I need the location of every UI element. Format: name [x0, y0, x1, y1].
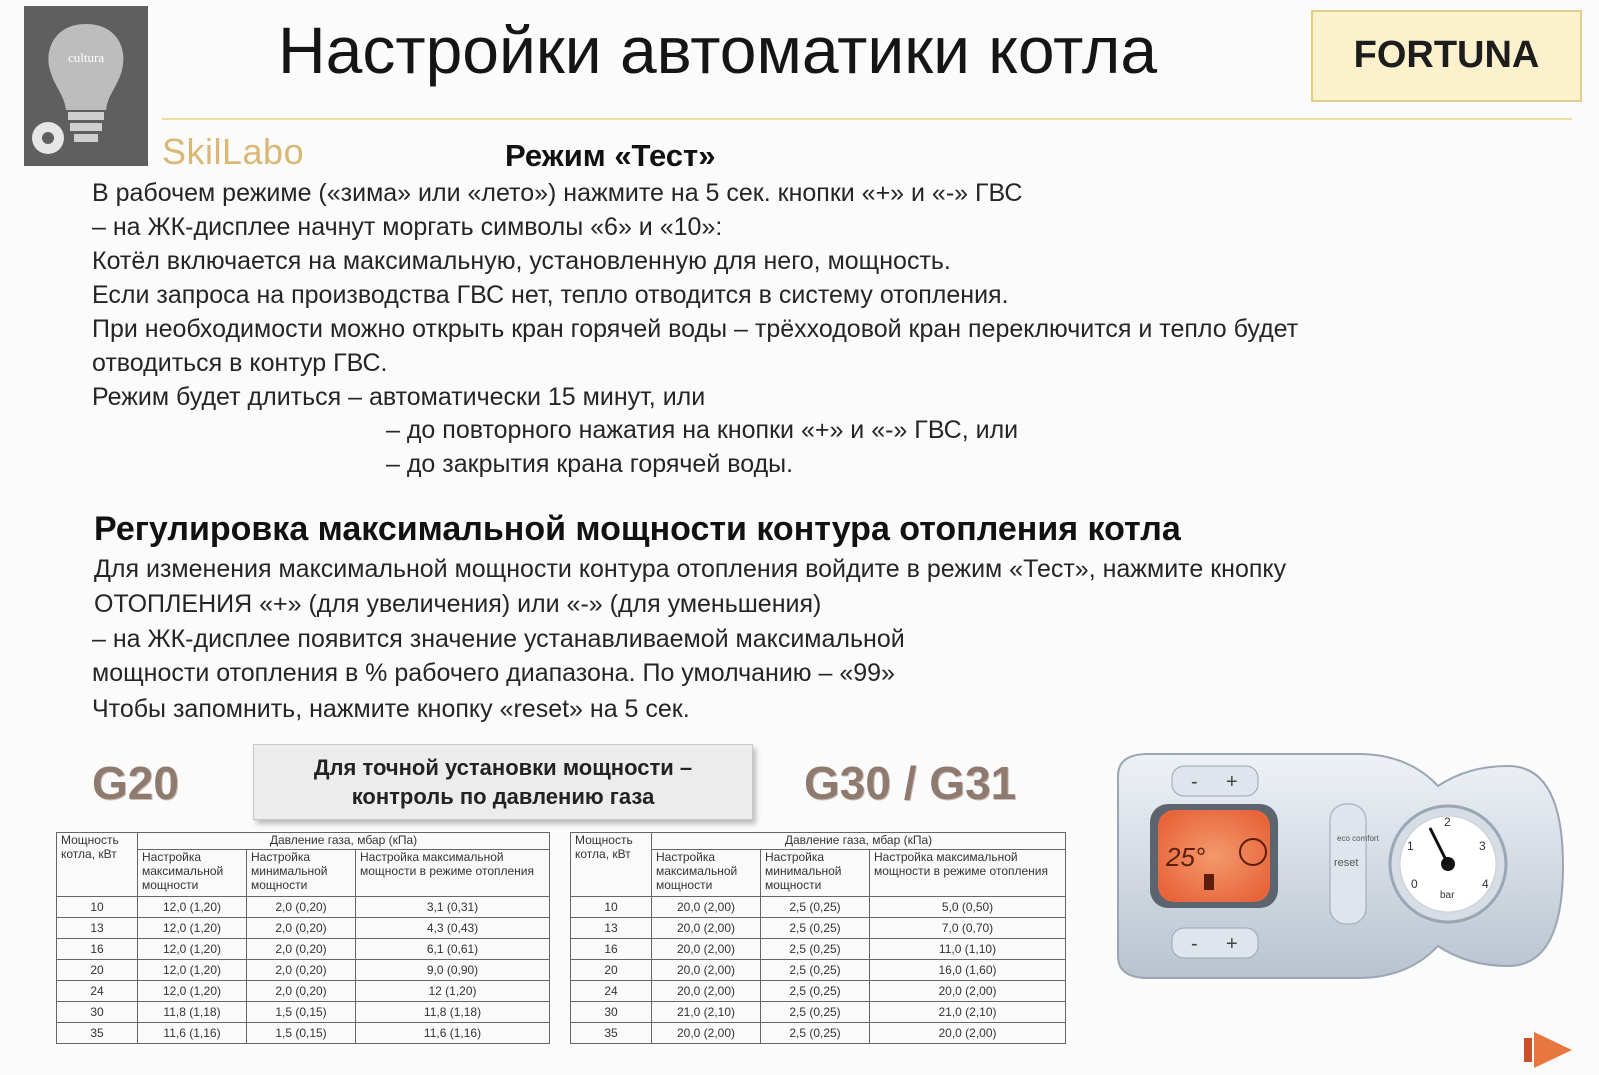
table-cell: 24: [571, 981, 652, 1002]
table-cell: 2,5 (0,25): [761, 960, 870, 981]
table-row: [571, 1023, 1066, 1044]
table-row: [571, 981, 1066, 1002]
model-badge: FORTUNA: [1311, 10, 1582, 102]
max-power-line: Чтобы запомнить, нажмите кнопку «reset» на 5 сек.: [92, 695, 690, 723]
table-cell: 12,0 (1,20): [138, 897, 247, 918]
table-row: [571, 939, 1066, 960]
header-divider: [162, 118, 1572, 120]
table-cell: 20,0 (2,00): [652, 939, 761, 960]
table-cell: 35: [571, 1023, 652, 1044]
table-cell: 20,0 (2,00): [652, 1023, 761, 1044]
test-mode-heading: Режим «Тест»: [505, 138, 716, 173]
g30-pressure-table: [570, 832, 1066, 1044]
col-power-header: Мощность котла, кВт: [57, 833, 138, 897]
lcd-temperature: 25°: [1166, 842, 1206, 872]
table-cell: 1,5 (0,15): [247, 1023, 356, 1044]
dhw-minus-label: -: [1191, 771, 1198, 793]
pressure-group-header: Давление газа, мбар (кПа): [652, 833, 1066, 850]
col-heat-header: Настройка максимальной мощности в режиме отопления: [356, 850, 550, 897]
max-power-line: Для изменения максимальной мощности контура отопления войдите в режим «Тест», нажмите кнопку: [94, 555, 1287, 583]
table-cell: 2,0 (0,20): [247, 981, 356, 1002]
table-cell: 20,0 (2,00): [870, 981, 1066, 1002]
table-cell: 2,5 (0,25): [761, 1002, 870, 1023]
table-cell: 20: [571, 960, 652, 981]
heating-minus-label: -: [1191, 933, 1198, 955]
brand-name: SkilLabo: [162, 131, 305, 172]
max-power-line: мощности отопления в % рабочего диапазона. По умолчанию – «99»: [92, 659, 895, 687]
table-cell: 30: [571, 1002, 652, 1023]
table-cell: 2,5 (0,25): [761, 939, 870, 960]
table-cell: 24: [57, 981, 138, 1002]
gauge-tick: 2: [1444, 815, 1451, 829]
table-row: [571, 960, 1066, 981]
table-cell: 12,0 (1,20): [138, 918, 247, 939]
table-cell: 3,1 (0,31): [356, 897, 550, 918]
table-cell: 20,0 (2,00): [652, 918, 761, 939]
table-cell: 20,0 (2,00): [652, 981, 761, 1002]
test-mode-line: – до повторного нажатия на кнопки «+» и «-» ГВС, или: [386, 416, 1019, 444]
gauge-unit: bar: [1440, 890, 1455, 901]
table-cell: 2,0 (0,20): [247, 897, 356, 918]
test-mode-line: Котёл включается на максимальную, установленную для него, мощность.: [92, 247, 951, 275]
table-cell: 12,0 (1,20): [138, 939, 247, 960]
note-line: Для точной установки мощности –: [313, 755, 693, 780]
g30-label: G30 / G31: [804, 757, 1017, 809]
g20-label: G20: [92, 757, 179, 809]
table-cell: 11,8 (1,18): [138, 1002, 247, 1023]
table-row: [57, 918, 550, 939]
test-mode-line: отводиться в контур ГВС.: [92, 349, 388, 377]
table-row: [571, 1002, 1066, 1023]
table-row: [57, 1023, 550, 1044]
table-cell: 9,0 (0,90): [356, 960, 550, 981]
table-cell: 20,0 (2,00): [870, 1023, 1066, 1044]
max-power-line: ОТОПЛЕНИЯ «+» (для увеличения) или «-» (для уменьшения): [94, 590, 822, 618]
table-cell: 20: [57, 960, 138, 981]
test-mode-line: При необходимости можно открыть кран горячей воды – трёхходовой кран переключится и тепло будет: [92, 315, 1299, 343]
gauge-tick: 1: [1407, 839, 1414, 853]
eco-comfort-label: eco comfort: [1337, 834, 1379, 843]
table-cell: 2,5 (0,25): [761, 918, 870, 939]
table-cell: 11,6 (1,16): [138, 1023, 247, 1044]
table-cell: 12 (1,20): [356, 981, 550, 1002]
table-row: [57, 981, 550, 1002]
table-cell: 13: [57, 918, 138, 939]
test-mode-line: Если запроса на производства ГВС нет, тепло отводится в систему отопления.: [92, 281, 1009, 309]
table-row: [571, 897, 1066, 918]
max-power-line: – на ЖК-дисплее появится значение устанавливаемой максимальной: [92, 625, 905, 653]
table-cell: 16: [571, 939, 652, 960]
table-cell: 13: [571, 918, 652, 939]
col-power-header: Мощность котла, кВт: [571, 833, 652, 897]
gauge-tick: 0: [1411, 877, 1418, 891]
gauge-tick: 4: [1482, 877, 1489, 891]
table-cell: 5,0 (0,50): [870, 897, 1066, 918]
table-cell: 11,0 (1,10): [870, 939, 1066, 960]
col-max-header: Настройка максимальной мощности: [138, 850, 247, 897]
table-cell: 16,0 (1,60): [870, 960, 1066, 981]
table-cell: 30: [57, 1002, 138, 1023]
skillabo-logo: [24, 6, 148, 166]
col-max-header: Настройка максимальной мощности: [652, 850, 761, 897]
test-mode-line: В рабочем режиме («зима» или «лето») нажмите на 5 сек. кнопки «+» и «-» ГВС: [92, 179, 1023, 207]
table-row: [57, 1002, 550, 1023]
note-line: контроль по давлению газа: [351, 784, 655, 809]
table-cell: 11,6 (1,16): [356, 1023, 550, 1044]
table-cell: 2,5 (0,25): [761, 897, 870, 918]
reset-label: reset: [1334, 857, 1359, 869]
boiler-control-panel: [1108, 746, 1570, 986]
table-cell: 7,0 (0,70): [870, 918, 1066, 939]
table-row: [57, 897, 550, 918]
g20-pressure-table: [56, 832, 550, 1044]
table-cell: 20,0 (2,00): [652, 897, 761, 918]
table-cell: 2,5 (0,25): [761, 1023, 870, 1044]
table-cell: 2,5 (0,25): [761, 981, 870, 1002]
pressure-group-header: Давление газа, мбар (кПа): [138, 833, 550, 850]
table-cell: 6,1 (0,61): [356, 939, 550, 960]
gauge-tick: 3: [1479, 839, 1486, 853]
table-cell: 21,0 (2,10): [870, 1002, 1066, 1023]
test-mode-line: – на ЖК-дисплее начнут моргать символы «6» и «10»:: [92, 213, 723, 241]
table-row: [57, 960, 550, 981]
test-mode-line: – до закрытия крана горячей воды.: [386, 450, 794, 478]
table-row: [57, 939, 550, 960]
table-cell: 2,0 (0,20): [247, 939, 356, 960]
svg-text:cultura: cultura: [68, 50, 105, 65]
table-cell: 12,0 (1,20): [138, 960, 247, 981]
table-cell: 20,0 (2,00): [652, 960, 761, 981]
table-cell: 2,0 (0,20): [247, 918, 356, 939]
max-power-heading: Регулировка максимальной мощности контура отопления котла: [94, 510, 1181, 548]
page-title: Настройки автоматики котла: [278, 13, 1158, 87]
col-heat-header: Настройка максимальной мощности в режиме отопления: [870, 850, 1066, 897]
heating-plus-label: +: [1226, 933, 1238, 955]
table-cell: 4,3 (0,43): [356, 918, 550, 939]
table-row: [571, 918, 1066, 939]
table-cell: 12,0 (1,20): [138, 981, 247, 1002]
dhw-plus-label: +: [1226, 771, 1238, 793]
col-min-header: Настройка минимальной мощности: [247, 850, 356, 897]
table-cell: 2,0 (0,20): [247, 960, 356, 981]
table-cell: 10: [571, 897, 652, 918]
table-cell: 11,8 (1,18): [356, 1002, 550, 1023]
table-cell: 35: [57, 1023, 138, 1044]
table-cell: 21,0 (2,10): [652, 1002, 761, 1023]
table-cell: 10: [57, 897, 138, 918]
gas-pressure-note: [253, 744, 753, 820]
table-cell: 16: [57, 939, 138, 960]
next-slide-icon[interactable]: [1524, 1030, 1576, 1075]
table-cell: 1,5 (0,15): [247, 1002, 356, 1023]
col-min-header: Настройка минимальной мощности: [761, 850, 870, 897]
test-mode-line: Режим будет длиться – автоматически 15 минут, или: [92, 383, 706, 411]
